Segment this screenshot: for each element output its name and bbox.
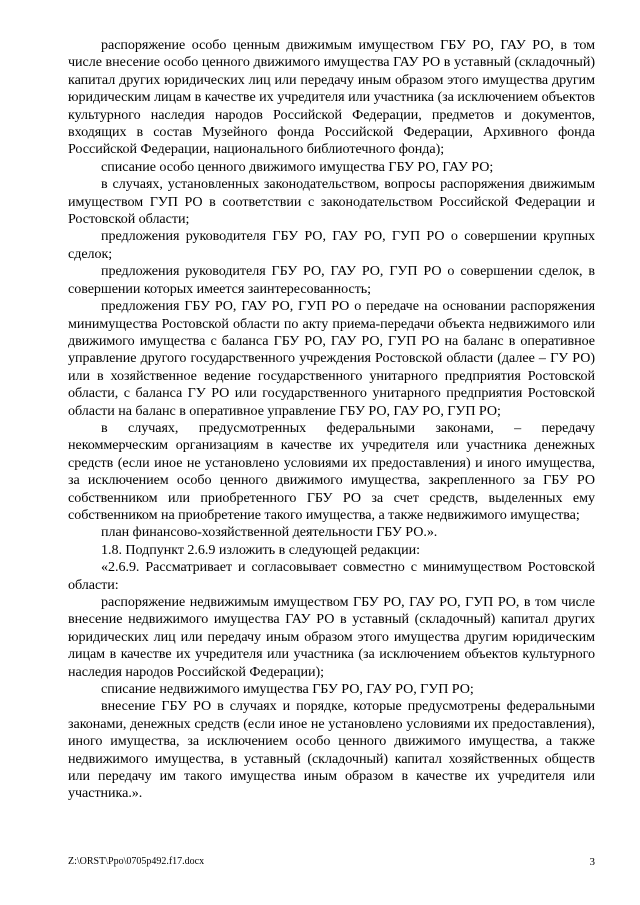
paragraph: списание особо ценного движимого имущества ГБУ РО, ГАУ РО; (101, 158, 494, 175)
paragraph: распоряжение особо ценным движимым имуществом ГБУ РО, ГАУ РО, в том числе внесение особо ценного движимого имущества ГАУ РО в уставный (складочный) капитал других юридических лиц или передачу иным образом этого имущества другим юридическим лицам в качестве их учредителя или участника (за исключением объектов культурного наследия народов Российской Федерации, предметов и документов, входящих в состав Музейного фонда Российской Федерации, Архивного фонда Российской Федерации, национального библиотечного фонда); (68, 37, 595, 158)
paragraph: «2.6.9. Рассматривает и согласовывает совместно с минимуществом Ростовской области: (68, 559, 595, 593)
page-number: 3 (589, 856, 595, 868)
paragraph: списание недвижимого имущества ГБУ РО, ГАУ РО, ГУП РО; (101, 681, 474, 698)
paragraph: предложения руководителя ГБУ РО, ГАУ РО, ГУП РО о совершении крупных сделок; (68, 228, 595, 262)
paragraph: в случаях, установленных законодательством, вопросы распоряжения движимым имуществом ГУП РО в соответствии с законодательством Российской Федерации и Ростовской области; (68, 176, 595, 228)
paragraph: распоряжение недвижимым имуществом ГБУ РО, ГАУ РО, ГУП РО, в том числе внесение недвижимого имущества ГАУ РО в уставный (складочный) капитал других юридических лиц или передачу иным образом этого имущества другим юридическим лицам в качестве их учредителя или участника (за исключением объектов культурного наследия народов Российской Федерации); (68, 594, 595, 680)
document-body (68, 37, 595, 803)
paragraph: предложения руководителя ГБУ РО, ГАУ РО, ГУП РО о совершении сделок, в совершении которых имеется заинтересованность; (68, 263, 595, 297)
footer-file-path: Z:\ORST\Ppo\0705p492.f17.docx (68, 856, 205, 867)
paragraph: план финансово-хозяйственной деятельности ГБУ РО.». (101, 524, 438, 541)
section-heading: 1.8. Подпункт 2.6.9 изложить в следующей редакции: (101, 541, 420, 558)
paragraph: предложения ГБУ РО, ГАУ РО, ГУП РО о передаче на основании распоряжения минимущества Ростовской области по акту приема-передачи объекта недвижимого или движимого имущества с баланса ГБУ РО, ГАУ РО, ГУП РО на баланс в оперативное управление другого государственного учреждения Ростовской области (далее – ГУ РО) или в хозяйственное ведение государственного унитарного предприятия Ростовской области, с баланса ГУ РО или государственного унитарного предприятия Ростовской области на баланс в оперативное управление ГБУ РО, ГАУ РО, ГУП РО; (68, 298, 595, 419)
paragraph: в случаях, предусмотренных федеральными законами, – передачу некоммерческим организациям в качестве их учредителя или участника денежных средств (если иное не установлено условиями их предоставления) и иного имущества, за исключением особо ценного движимого имущества, закрепленного за ГБУ РО собственником или приобретенного ГБУ РО за счет средств, выделенных ему собственником на приобретение такого имущества, а также недвижимого имущества; (68, 419, 595, 523)
paragraph: внесение ГБУ РО в случаях и порядке, которые предусмотрены федеральными законами, денежных средств (если иное не установлено условиями их предоставления), иного имущества, за исключением особо ценного движимого имущества, а также недвижимого имущества, в уставный (складочный) капитал хозяйственных обществ или передачу им такого имущества иным образом в качестве их учредителя или участника.». (68, 698, 595, 802)
